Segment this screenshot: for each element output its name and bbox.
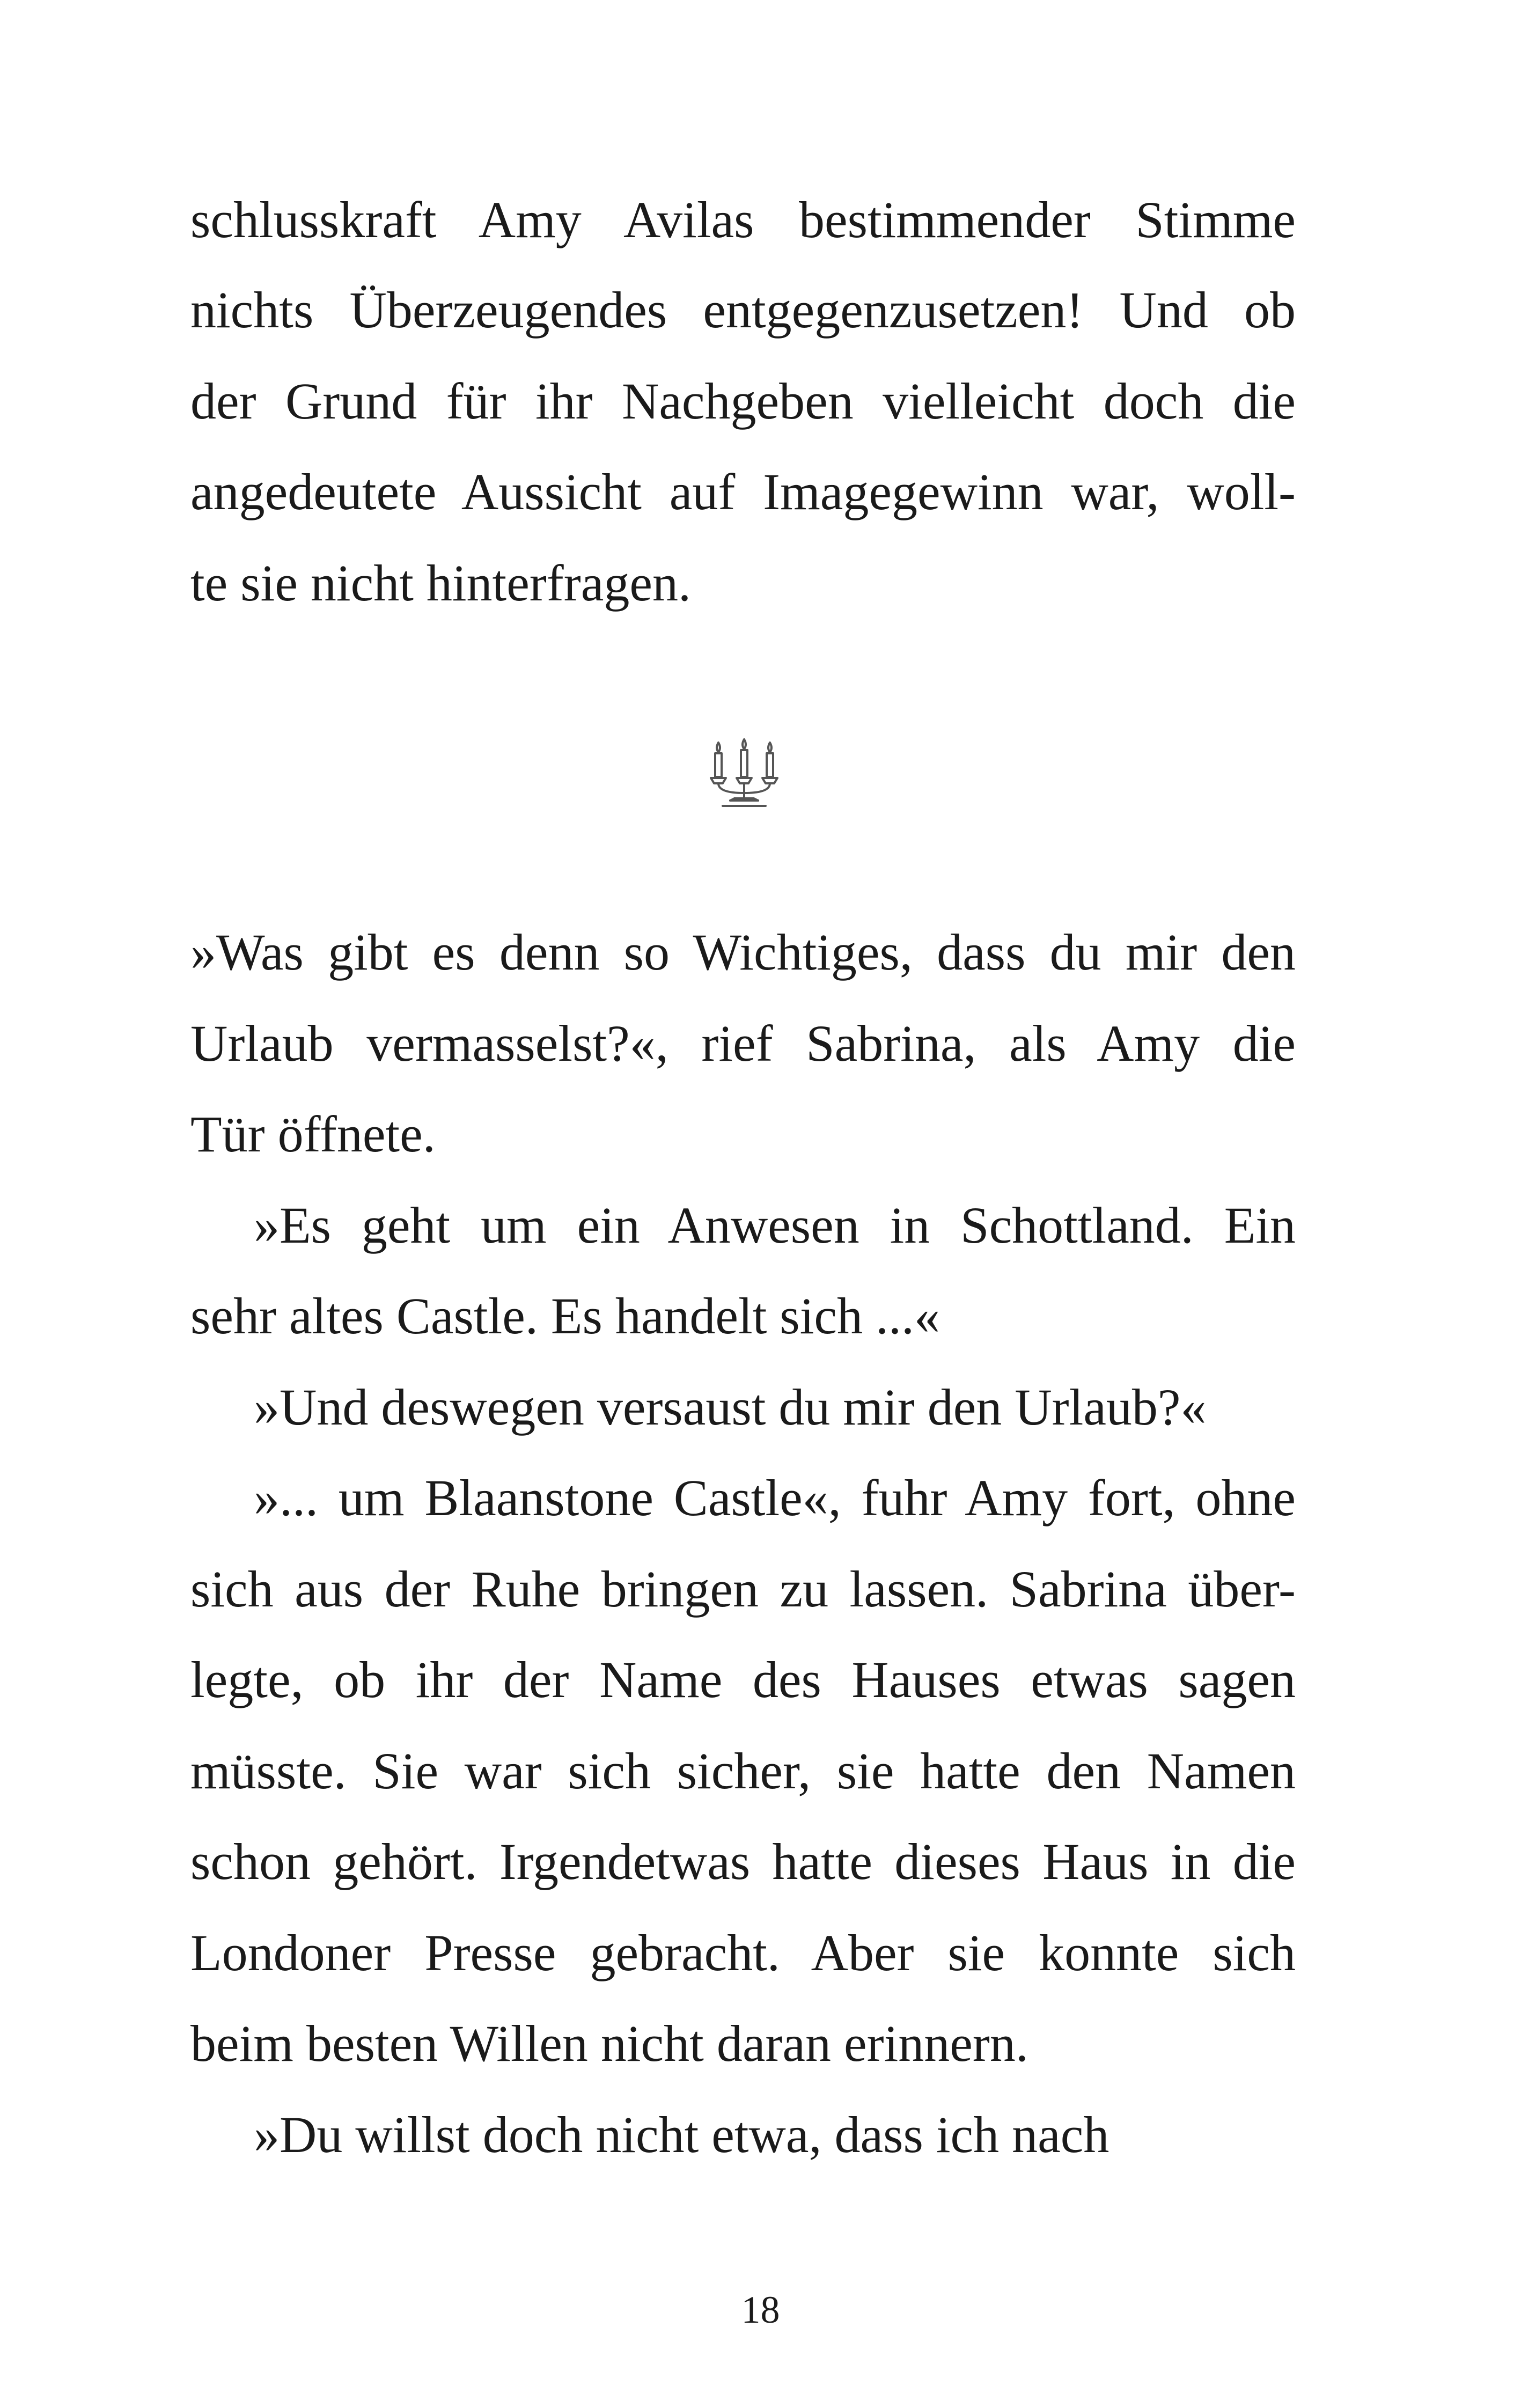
text-line: angedeutete Aussicht auf Imagegewinn war, woll- <box>190 463 1296 520</box>
candelabra-icon <box>707 735 782 810</box>
text-line: schon gehört. Irgendetwas hatte dieses Haus in die <box>190 1833 1296 1890</box>
text-line: Urlaub vermasselst?«, rief Sabrina, als Amy die <box>190 1015 1296 1072</box>
text-line: »Was gibt es denn so Wichtiges, dass du mir den <box>190 923 1296 981</box>
text-line: »Du willst doch nicht etwa, dass ich nach <box>254 2106 1109 2163</box>
text-line: »Es geht um ein Anwesen in Schottland. Ein <box>254 1196 1296 1254</box>
text-line: müsste. Sie war sich sicher, sie hatte den Namen <box>190 1742 1296 1800</box>
text-line: sehr altes Castle. Es handelt sich ...« <box>190 1287 940 1345</box>
text-line: beim besten Willen nicht daran erinnern. <box>190 2015 1028 2072</box>
text-line: sich aus der Ruhe bringen zu lassen. Sabrina über- <box>190 1560 1296 1618</box>
text-line: »... um Blaanstone Castle«, fuhr Amy fort, ohne <box>254 1469 1296 1526</box>
text-line: »Und deswegen versaust du mir den Urlaub?« <box>254 1378 1207 1436</box>
text-line: der Grund für ihr Nachgeben vielleicht doch die <box>190 372 1296 430</box>
text-line: legte, ob ihr der Name des Hauses etwas sagen <box>190 1651 1296 1708</box>
page-number: 18 <box>741 2288 780 2331</box>
text-line: nichts Überzeugendes entgegenzusetzen! Und ob <box>190 281 1296 339</box>
text-line: schlusskraft Amy Avilas bestimmender Stimme <box>190 191 1296 248</box>
text-line: Tür öffnete. <box>190 1105 436 1163</box>
text-line: Londoner Presse gebracht. Aber sie konnte sich <box>190 1924 1296 1981</box>
text-line: te sie nicht hinterfragen. <box>190 554 691 612</box>
